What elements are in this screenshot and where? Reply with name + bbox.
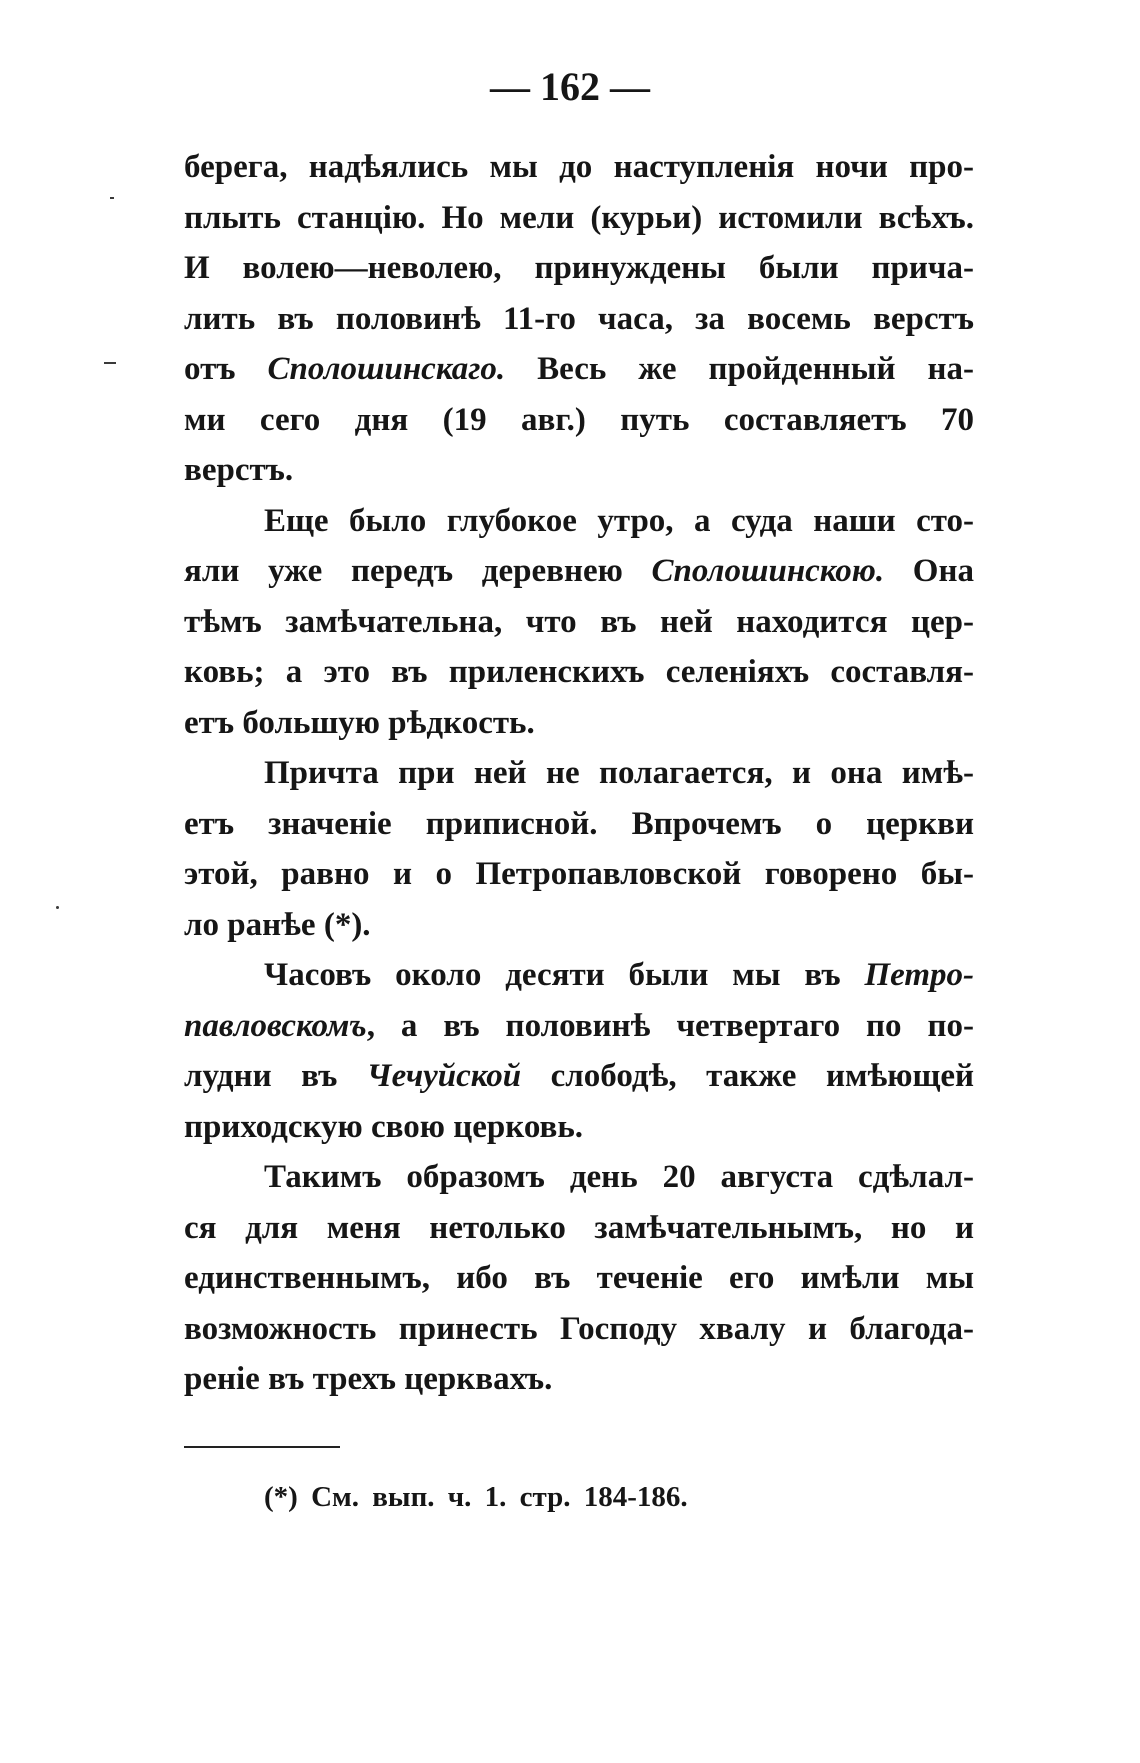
text-line	[184, 1051, 974, 1102]
text-line	[184, 1253, 974, 1304]
text-segment: ся для меня нетолько замѣчательнымъ, но и	[184, 1209, 974, 1246]
text-line	[184, 193, 974, 244]
paragraph	[184, 496, 974, 749]
page-number: — 162 —	[490, 64, 650, 109]
text-segment: тѣмъ замѣчательна, что въ ней находится цер-	[184, 603, 974, 640]
scan-speck	[56, 906, 59, 909]
text-segment: Она	[884, 553, 974, 589]
text-segment: ковь; а это въ приленскихъ селеніяхъ составля-	[184, 654, 974, 690]
text-line	[184, 445, 974, 496]
text-line	[184, 1354, 974, 1405]
italic-place-name: Сполошинскою.	[651, 553, 885, 589]
text-segment: этой, равно и о Петропавловской говорено бы-	[184, 856, 974, 892]
text-line	[184, 799, 974, 850]
text-segment: ло ранѣе (*).	[184, 906, 371, 943]
paragraph	[184, 748, 974, 950]
text-segment: реніе въ трехъ церквахъ.	[184, 1361, 553, 1397]
text-line	[184, 1203, 974, 1254]
text-line	[184, 849, 974, 900]
text-segment: И волею—неволею, принуждены были прича-	[184, 250, 974, 286]
text-line	[184, 294, 974, 345]
text-line	[184, 142, 974, 193]
text-segment: ми сего дня (19 авг.) путь составляетъ 70	[184, 401, 974, 438]
text-line	[184, 647, 974, 698]
text-line	[184, 496, 974, 547]
text-line	[184, 243, 974, 294]
text-segment: лудни въ	[184, 1058, 367, 1094]
paragraph	[184, 142, 974, 496]
text-line	[184, 1304, 974, 1355]
text-segment: лить въ половинѣ 11-го часа, за восемь верстъ	[184, 300, 974, 337]
italic-place-name: Чечуйской	[366, 1058, 522, 1094]
paragraph	[184, 950, 974, 1152]
text-segment: , а въ половинѣ четвертаго по по-	[366, 1007, 974, 1044]
text-segment: Весь же пройденный на-	[505, 351, 974, 387]
text-segment: слободѣ, также имѣющей	[521, 1058, 974, 1094]
text-segment: приходскую свою церковь.	[184, 1108, 584, 1145]
body-text	[184, 142, 974, 1405]
text-line	[184, 950, 974, 1001]
text-line	[184, 395, 974, 446]
text-segment: отъ	[184, 351, 268, 387]
paragraph	[184, 1152, 974, 1405]
scan-speck	[104, 362, 116, 364]
text-line	[184, 597, 974, 648]
text-line	[184, 1001, 974, 1052]
scan-speck	[110, 197, 114, 199]
italic-place-name: Сполошинскаго.	[267, 351, 506, 387]
text-segment: Причта при ней не полагается, и она имѣ-	[264, 755, 974, 791]
text-segment: етъ большую рѣдкость.	[184, 704, 535, 741]
text-segment: Такимъ образомъ день 20 августа сдѣлал-	[264, 1159, 974, 1195]
text-line	[184, 1102, 974, 1153]
text-segment: етъ значеніе приписной. Впрочемъ о церкви	[184, 805, 974, 842]
footnote: (*) См. вып. ч. 1. стр. 184-186.	[264, 1481, 688, 1513]
text-segment: верстъ.	[184, 452, 294, 488]
text-line	[184, 344, 974, 395]
text-line	[184, 698, 974, 749]
text-segment: плыть станцію. Но мели (курьи) истомили всѣхъ.	[184, 199, 974, 236]
text-line	[184, 748, 974, 799]
text-segment: единственнымъ, ибо въ теченіе его имѣли мы	[184, 1260, 974, 1296]
italic-place-name: павловскомъ	[184, 1007, 367, 1044]
text-line	[184, 1152, 974, 1203]
footnote-rule	[184, 1446, 340, 1448]
italic-place-name: Петро-	[864, 957, 974, 993]
text-line	[184, 900, 974, 951]
text-segment: яли уже передъ деревнею	[184, 553, 652, 589]
text-segment: Еще было глубокое утро, а суда наши сто-	[264, 502, 974, 539]
text-segment: возможность принесть Господу хвалу и благода-	[184, 1310, 974, 1347]
text-segment: берега, надѣялись мы до наступленія ночи про-	[184, 149, 974, 185]
text-segment: Часовъ около десяти были мы въ	[264, 957, 865, 993]
text-line	[184, 546, 974, 597]
